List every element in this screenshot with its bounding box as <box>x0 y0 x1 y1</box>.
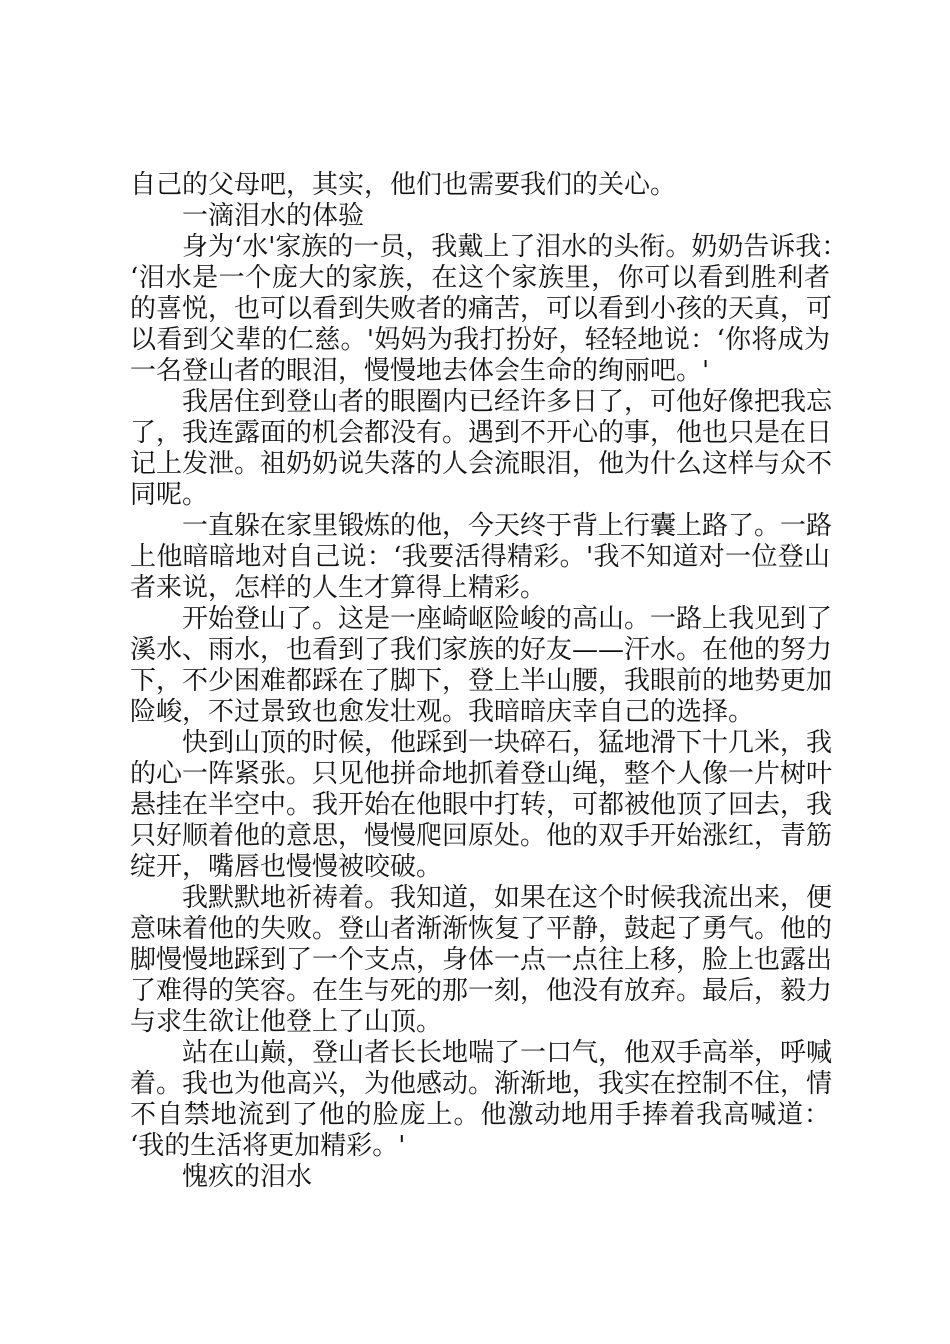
text-line: 了难得的笑容。在生与死的那一刻，他没有放弃。最后，毅力 <box>130 976 833 1006</box>
text-line: 记上发泄。祖奶奶说失落的人会流眼泪，他为什么这样与众不 <box>130 449 833 479</box>
text-line: 着。我也为他高兴，为他感动。渐渐地，我实在控制不住，情 <box>130 1069 833 1099</box>
text-line: 悬挂在半空中。我开始在他眼中打转，可都被他顶了回去，我 <box>130 790 833 820</box>
text-line: 上他暗暗地对自己说：‘我要活得精彩。'我不知道对一位登山 <box>130 542 830 572</box>
text-line: 不自禁地流到了他的脸庞上。他激动地用手捧着我高喊道： <box>130 1100 830 1130</box>
text-line: 的心一阵紧张。只见他拼命地抓着登山绳，整个人像一片树叶 <box>130 759 833 789</box>
text-line: 一滴泪水的体验 <box>182 201 365 231</box>
text-line: 自己的父母吧，其实，他们也需要我们的关心。 <box>130 170 677 200</box>
text-line: 了，我连露面的机会都没有。遇到不开心的事，他也只是在日 <box>130 418 833 448</box>
text-line: 以看到父辈的仁慈。'妈妈为我打扮好，轻轻地说：‘你将成为 <box>130 325 830 355</box>
text-line: 只好顺着他的意思，慢慢爬回原处。他的双手开始涨红，青筋 <box>130 821 833 851</box>
text-line: 一名登山者的眼泪，慢慢地去体会生命的绚丽吧。' <box>130 356 710 386</box>
text-line: 的喜悦，也可以看到失败者的痛苦，可以看到小孩的天真，可 <box>130 294 833 324</box>
text-line: ‘我的生活将更加精彩。' <box>130 1131 406 1161</box>
text-line: 与求生欲让他登上了山顶。 <box>130 1007 443 1037</box>
text-line: 绽开，嘴唇也慢慢被咬破。 <box>130 852 443 882</box>
document-body <box>130 170 848 1193</box>
text-line: 我居住到登山者的眼圈内已经许多日了，可他好像把我忘 <box>182 387 833 417</box>
text-line: 开始登山了。这是一座崎岖险峻的高山。一路上我见到了 <box>182 604 833 634</box>
text-line: 站在山巅，登山者长长地喘了一口气，他双手高举，呼喊 <box>182 1038 833 1068</box>
text-line: 一直躲在家里锻炼的他，今天终于背上行囊上路了。一路 <box>182 511 833 541</box>
text-line: 我默默地祈祷着。我知道，如果在这个时候我流出来，便 <box>182 883 833 913</box>
text-line: 者来说，怎样的人生才算得上精彩。 <box>130 573 547 603</box>
text-line: 身为‘水'家族的一员，我戴上了泪水的头衔。奶奶告诉我： <box>182 232 848 262</box>
text-line: 意味着他的失败。登山者渐渐恢复了平静，鼓起了勇气。他的 <box>130 914 833 944</box>
text-line: 溪水、雨水，也看到了我们家族的好友——汗水。在他的努力 <box>130 635 833 665</box>
text-line: 同呢。 <box>130 480 209 510</box>
text-line: 愧疚的泪水 <box>182 1162 313 1192</box>
text-line: 脚慢慢地踩到了一个支点，身体一点一点往上移，脸上也露出 <box>130 945 833 975</box>
text-line: ‘泪水是一个庞大的家族，在这个家族里，你可以看到胜利者 <box>130 263 830 293</box>
text-line: 下，不少困难都踩在了脚下，登上半山腰，我眼前的地势更加 <box>130 666 833 696</box>
text-line: 快到山顶的时候，他踩到一块碎石，猛地滑下十几米，我 <box>182 728 833 758</box>
text-line: 险峻，不过景致也愈发壮观。我暗暗庆幸自己的选择。 <box>130 697 755 727</box>
